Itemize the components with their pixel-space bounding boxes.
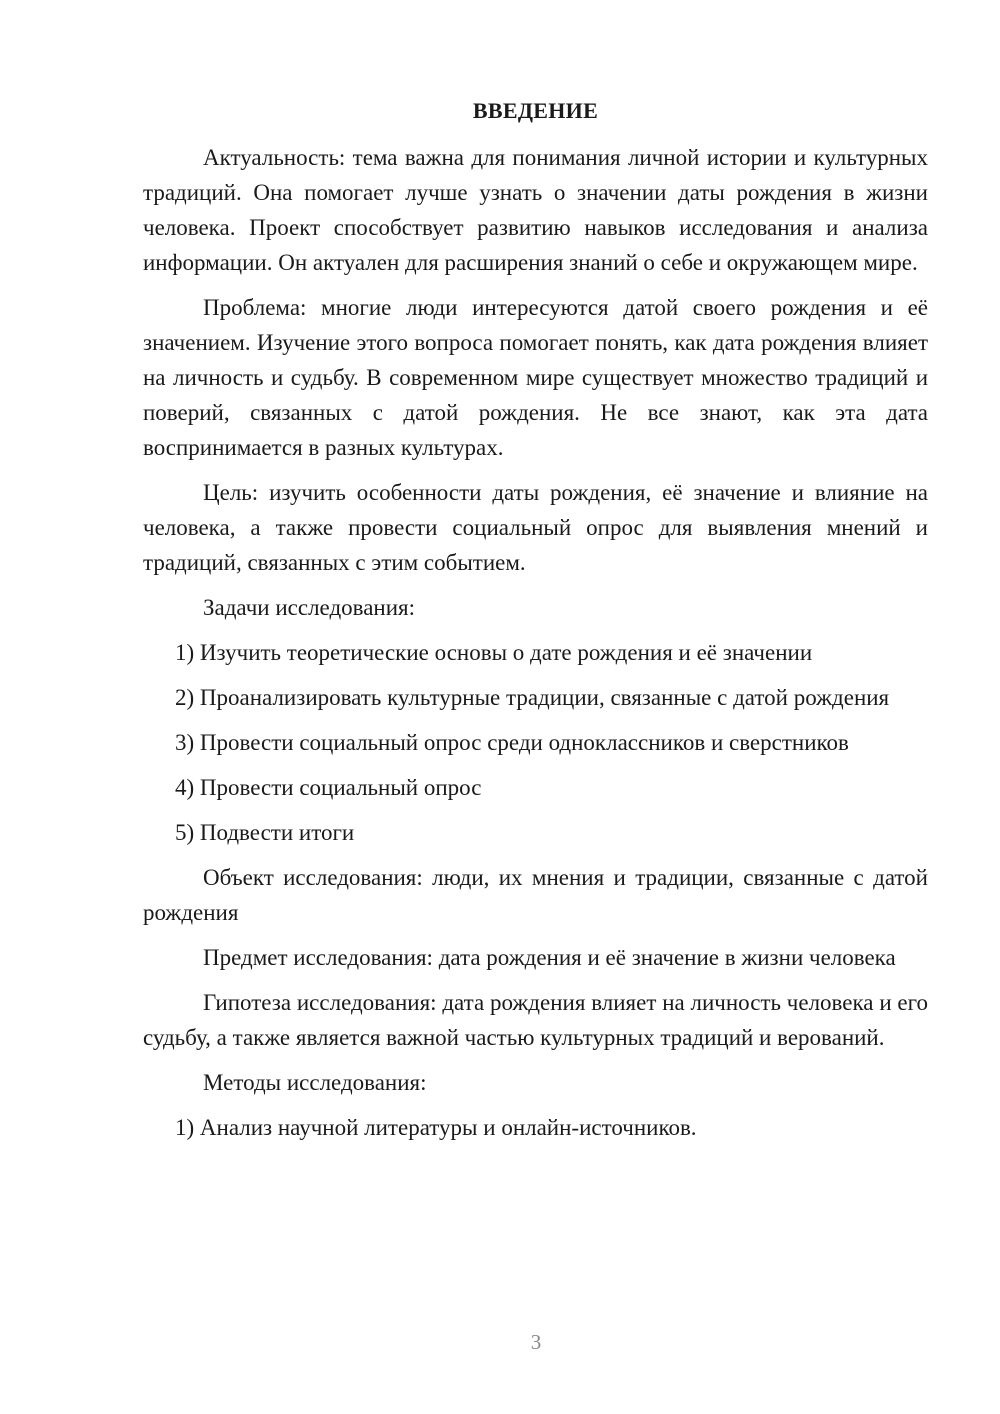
task-item-5: 5) Подвести итоги xyxy=(175,820,355,845)
task-item-3: 3) Провести социальный опрос среди одноклассников и сверстников xyxy=(175,730,849,755)
document-page xyxy=(143,96,928,1155)
problem-paragraph: Проблема: многие люди интересуются датой своего рождения и её значением. Изучение этого вопроса помогает понять, как дата рождения влияет на личность и судьбу. В современном мире существует множество традиций и поверий, связанных с датой рождения. Не все знают, как эта дата воспринимается в разных культурах. xyxy=(143,295,928,460)
method-item-1: 1) Анализ научной литературы и онлайн-источников. xyxy=(175,1115,697,1140)
task-item-2: 2) Проанализировать культурные традиции, связанные с датой рождения xyxy=(175,685,890,710)
task-item-1: 1) Изучить теоретические основы о дате рождения и её значении xyxy=(175,640,813,665)
subject-paragraph: Предмет исследования: дата рождения и её значение в жизни человека xyxy=(203,945,896,970)
tasks-title: Задачи исследования: xyxy=(203,595,416,620)
object-paragraph: Объект исследования: люди, их мнения и традиции, связанные с датой рождения xyxy=(143,865,928,925)
page-number: 3 xyxy=(530,1330,542,1354)
section-heading: ВВЕДЕНИЕ xyxy=(472,98,599,123)
goal-paragraph: Цель: изучить особенности даты рождения, её значение и влияние на человека, а также провести социальный опрос для выявления мнений и традиций, связанных с этим событием. xyxy=(143,480,928,575)
task-item-4: 4) Провести социальный опрос xyxy=(175,775,482,800)
methods-title: Методы исследования: xyxy=(203,1070,427,1095)
relevance-paragraph: Актуальность: тема важна для понимания личной истории и культурных традиций. Она помогает лучше узнать о значении даты рождения в жизни человека. Проект способствует развитию навыков исследования и анализа информации. Он актуален для расширения знаний о себе и окружающем мире. xyxy=(143,145,928,275)
hypothesis-paragraph: Гипотеза исследования: дата рождения влияет на личность человека и его судьбу, а также является важной частью культурных традиций и верований. xyxy=(143,990,928,1050)
